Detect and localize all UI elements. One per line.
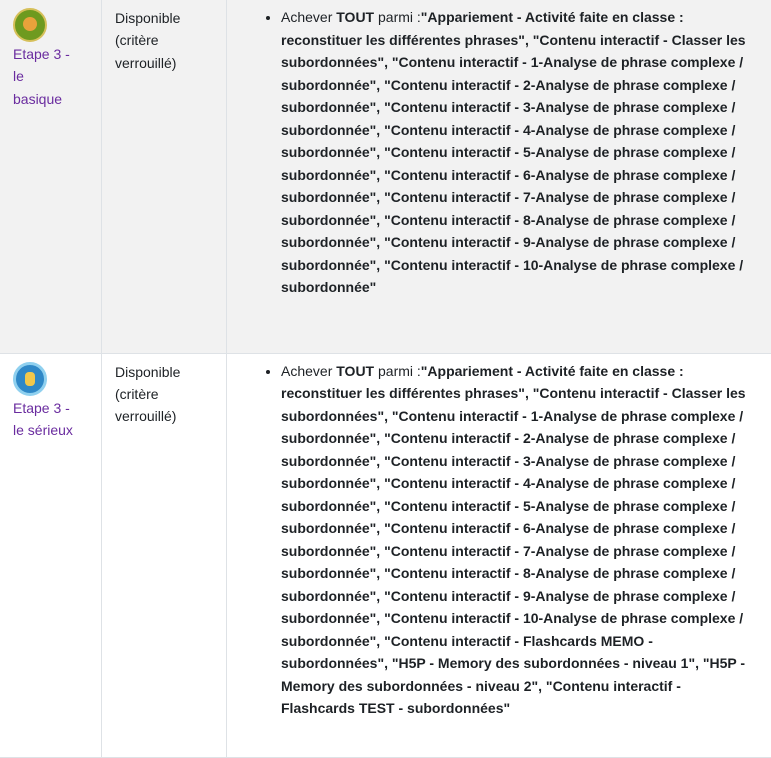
- status-cell: Disponible (critère verrouillé): [102, 0, 227, 353]
- criteria-item: [281, 6, 755, 299]
- criteria-intro-text: Achever: [281, 9, 332, 25]
- criteria-activities: "Appariement - Activité faite en classe : reconstituer les différentes phrases", "Contenu interactif - Classer les subordonnées", "Contenu interactif - 1-Analyse de phrase complexe / subordonnée", "Contenu interactif - 2-Analyse de phrase complexe / subordonnée", "Contenu interactif - 3-Analyse de phrase complexe / subordonnée", "Contenu interactif - 4-Analyse de phrase complexe / subordonnée", "Contenu interactif - 5-Analyse de phrase complexe / subordonnée", "Contenu interactif - 6-Analyse de phrase complexe / subordonnée", "Contenu interactif - 7-Analyse de phrase complexe / subordonnée", "Contenu interactif - 8-Analyse de phrase complexe / subordonnée", "Contenu interactif - 9-Analyse de phrase complexe / subordonnée", "Contenu interactif - 10-Analyse de phrase complexe / subordonnée": [281, 9, 746, 295]
- criteria-among-text: parmi :: [378, 363, 421, 379]
- criteria-among-text: parmi :: [378, 9, 421, 25]
- criteria-cell: [227, 0, 771, 353]
- criteria-intro-text: Achever: [281, 363, 332, 379]
- badge-link[interactable]: Etape 3 - le basique: [13, 43, 73, 110]
- frog-badge-icon[interactable]: [13, 8, 47, 42]
- status-cell: Disponible (critère verrouillé): [102, 353, 227, 757]
- criteria-cell: [227, 353, 771, 757]
- criteria-list: [247, 6, 755, 299]
- table-row: [0, 353, 771, 757]
- trophy-badge-icon[interactable]: [13, 362, 47, 396]
- badge-cell: [0, 0, 102, 353]
- badge-cell: [0, 353, 102, 757]
- badge-link[interactable]: Etape 3 - le sérieux: [13, 397, 73, 442]
- criteria-list: [247, 360, 755, 720]
- criteria-item: [281, 360, 755, 720]
- criteria-all-keyword: TOUT: [336, 363, 374, 379]
- criteria-all-keyword: TOUT: [336, 9, 374, 25]
- criteria-activities: "Appariement - Activité faite en classe : reconstituer les différentes phrases", "Contenu interactif - Classer les subordonnées", "Contenu interactif - 1-Analyse de phrase complexe / subordonnée", "Contenu interactif - 2-Analyse de phrase complexe / subordonnée", "Contenu interactif - 3-Analyse de phrase complexe / subordonnée", "Contenu interactif - 4-Analyse de phrase complexe / subordonnée", "Contenu interactif - 5-Analyse de phrase complexe / subordonnée", "Contenu interactif - 6-Analyse de phrase complexe / subordonnée", "Contenu interactif - 7-Analyse de phrase complexe / subordonnée", "Contenu interactif - 8-Analyse de phrase complexe / subordonnée", "Contenu interactif - 9-Analyse de phrase complexe / subordonnée", "Contenu interactif - 10-Analyse de phrase complexe / subordonnée", "Contenu interactif - Flashcards MEMO - subordonnées", "H5P - Memory des subordonnées - niveau 1", "H5P - Memory des subordonnées - niveau 2", "Contenu interactif - Flashcards TEST - subordonnées": [281, 363, 746, 717]
- table-row: [0, 0, 771, 353]
